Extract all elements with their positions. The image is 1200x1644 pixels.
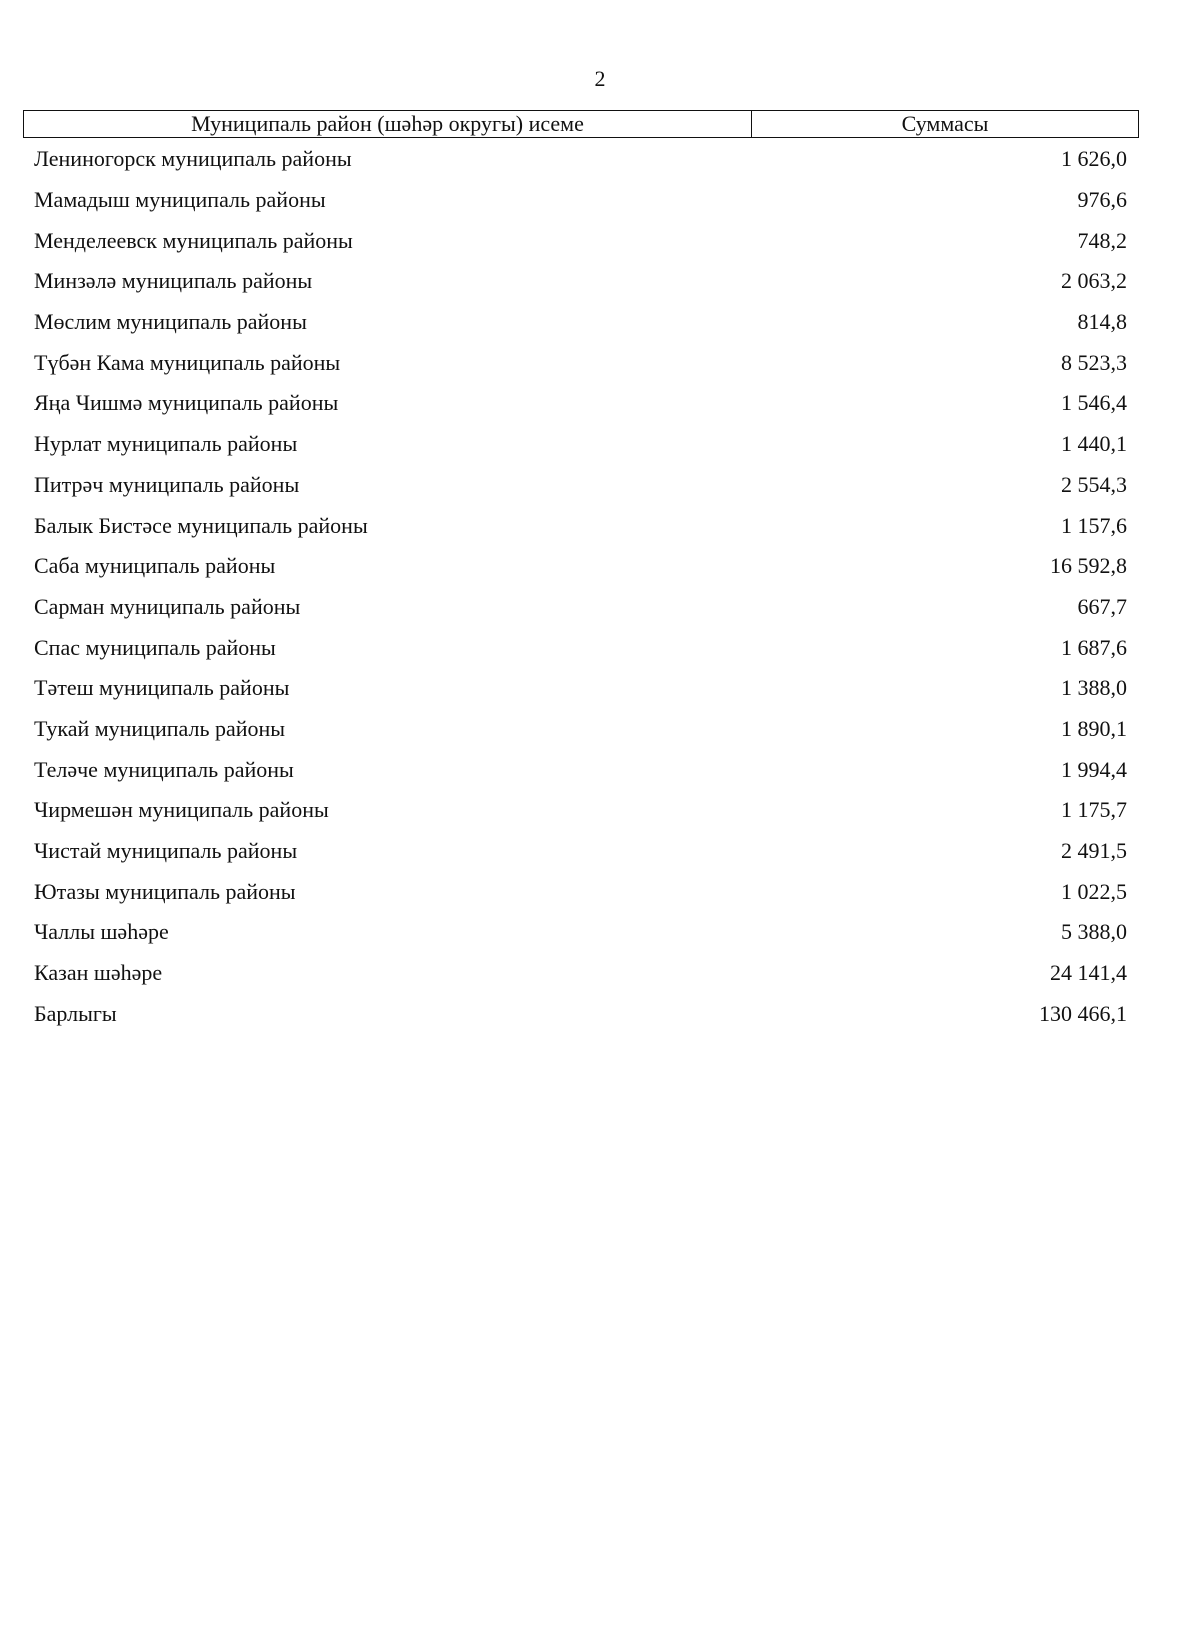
table-row [23, 831, 1139, 872]
table-row [23, 302, 1139, 343]
row-name: Менделеевск муниципаль районы [34, 227, 353, 253]
row-value: 2 491,5 [1061, 838, 1127, 864]
row-value: 1 157,6 [1061, 512, 1127, 538]
row-name: Барлыгы [34, 1000, 117, 1026]
row-name: Тукай муниципаль районы [34, 715, 286, 741]
row-name: Чирмешән муниципаль районы [34, 797, 329, 823]
table-row [23, 505, 1139, 546]
row-name: Балык Бистәсе муниципаль районы [34, 512, 368, 538]
row-name: Питрәч муниципаль районы [34, 471, 300, 497]
row-value: 1 440,1 [1061, 431, 1127, 457]
row-name: Лениногорск муниципаль районы [34, 146, 352, 172]
row-name: Теләче муниципаль районы [34, 756, 294, 782]
table-row [23, 342, 1139, 383]
row-value: 5 388,0 [1061, 919, 1127, 945]
table-row [23, 546, 1139, 587]
table-row [23, 709, 1139, 750]
row-value: 814,8 [1077, 309, 1127, 335]
row-name: Сарман муниципаль районы [34, 593, 301, 619]
row-value: 2 554,3 [1061, 471, 1127, 497]
row-name: Мөслим муниципаль районы [34, 309, 307, 335]
row-value: 1 175,7 [1061, 797, 1127, 823]
column-header-name: Муниципаль район (шәһәр округы) исеме [24, 111, 752, 137]
row-name: Нурлат муниципаль районы [34, 431, 298, 457]
table-row [23, 180, 1139, 221]
table-row [23, 587, 1139, 628]
row-value: 1 546,4 [1061, 390, 1127, 416]
row-name: Спас муниципаль районы [34, 634, 276, 660]
table-row [23, 953, 1139, 994]
row-name: Тәтеш муниципаль районы [34, 675, 290, 701]
row-value: 16 592,8 [1050, 553, 1127, 579]
table-row [23, 871, 1139, 912]
table-row [23, 220, 1139, 261]
row-value: 976,6 [1077, 187, 1127, 213]
table-header-row [23, 110, 1139, 138]
row-name: Саба муниципаль районы [34, 553, 276, 579]
row-value: 667,7 [1077, 593, 1127, 619]
row-name: Яңа Чишмә муниципаль районы [34, 390, 339, 416]
table-row [23, 465, 1139, 506]
row-value: 24 141,4 [1050, 960, 1127, 986]
row-value: 8 523,3 [1061, 349, 1127, 375]
row-value: 748,2 [1077, 227, 1127, 253]
table-row [23, 790, 1139, 831]
row-value: 1 994,4 [1061, 756, 1127, 782]
page-number: 2 [594, 66, 606, 91]
row-value: 1 626,0 [1061, 146, 1127, 172]
row-value: 2 063,2 [1061, 268, 1127, 294]
table-row [23, 424, 1139, 465]
row-value: 1 022,5 [1061, 878, 1127, 904]
row-value: 130 466,1 [1039, 1000, 1127, 1026]
table-row [23, 261, 1139, 302]
row-name: Түбән Кама муниципаль районы [34, 349, 341, 375]
table-row [23, 993, 1139, 1034]
row-name: Минзәлә муниципаль районы [34, 268, 313, 294]
table-row [23, 139, 1139, 180]
row-name: Мамадыш муниципаль районы [34, 187, 326, 213]
row-name: Чистай муниципаль районы [34, 838, 298, 864]
row-value: 1 890,1 [1061, 715, 1127, 741]
table-row [23, 912, 1139, 953]
table-row [23, 749, 1139, 790]
table-body [23, 139, 1139, 1034]
table-row [23, 383, 1139, 424]
row-name: Ютазы муниципаль районы [34, 878, 296, 904]
table-row [23, 627, 1139, 668]
allocation-table [23, 110, 1139, 1026]
row-value: 1 687,6 [1061, 634, 1127, 660]
column-header-sum: Суммасы [901, 111, 989, 136]
row-name: Чаллы шәһәре [34, 919, 169, 945]
row-name: Казан шәһәре [34, 960, 163, 986]
table-row [23, 668, 1139, 709]
row-value: 1 388,0 [1061, 675, 1127, 701]
